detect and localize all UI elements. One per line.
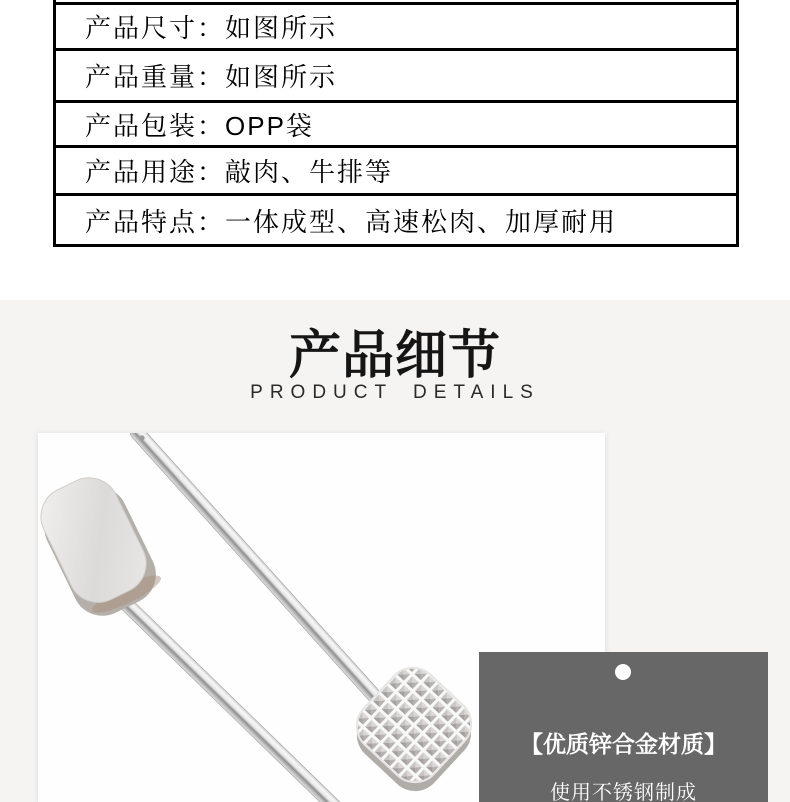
- table-row-features: [56, 196, 736, 247]
- spec-table: [53, 0, 739, 247]
- spec-value: 敲肉、牛排等: [225, 157, 394, 187]
- spec-section: [0, 0, 790, 300]
- table-row-size: [56, 5, 736, 51]
- hammer-handle-textured: [127, 433, 405, 729]
- spec-value: OPP袋: [225, 110, 314, 141]
- spec-label: 产品重量：: [85, 62, 226, 92]
- material-title: 【优质锌合金材质】: [520, 731, 727, 757]
- smooth-head: [38, 466, 166, 626]
- spec-value: 如图所示: [225, 62, 338, 92]
- material-callout-box: [479, 652, 768, 802]
- material-subtitle: 使用不锈钢制成: [550, 782, 697, 802]
- details-section: [0, 300, 790, 802]
- table-row-usage: [56, 148, 736, 196]
- hang-hole-dot-icon: [615, 664, 631, 680]
- spec-label: 产品尺寸：: [85, 13, 226, 43]
- spec-label: 产品用途：: [85, 157, 226, 187]
- spec-label: 产品特点：: [85, 206, 226, 237]
- section-title: 产品细节: [288, 327, 501, 385]
- spec-value: 如图所示: [225, 13, 338, 43]
- table-row-packaging: [56, 103, 736, 148]
- section-subtitle: PRODUCT DETAILS: [250, 382, 540, 403]
- spec-value: 一体成型、高速松肉、加厚耐用: [225, 206, 618, 237]
- spec-label: 产品包装：: [85, 110, 226, 141]
- table-row-weight: [56, 51, 736, 103]
